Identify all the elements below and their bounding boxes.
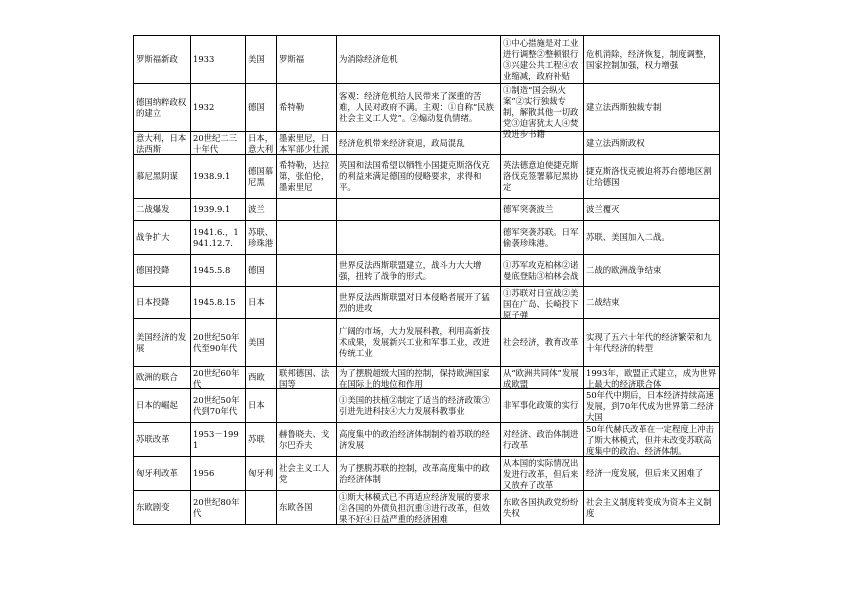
impact-cell <box>584 319 720 367</box>
event-cell <box>134 36 191 84</box>
figures-cell <box>277 367 337 389</box>
content-text: ①苏联对日宣战②美国在广岛、长崎投下原子弹 <box>503 287 579 320</box>
country-cell <box>246 255 277 287</box>
time-cell <box>191 84 246 132</box>
content-text: 德军突袭苏联。日军偷袭珍珠港。 <box>503 226 579 248</box>
time-cell <box>191 155 246 199</box>
time-cell <box>191 367 246 389</box>
impact-cell <box>584 221 720 255</box>
time-text: 20世纪50年代至90年代 <box>193 331 240 353</box>
background-cell <box>337 287 501 319</box>
figures-cell <box>277 319 337 367</box>
figures-text: 希特勒，达拉第，张伯伦，墨索里尼 <box>279 160 330 192</box>
figures-cell <box>277 155 337 199</box>
content-cell <box>501 255 584 287</box>
country-cell <box>246 423 277 457</box>
content-cell <box>501 36 584 84</box>
country-cell <box>246 457 277 491</box>
content-text: 对经济、政治体制进行改革 <box>503 428 579 450</box>
table-row <box>134 199 720 221</box>
figures-text: 墨索里尼，日本军部少壮派 <box>279 132 330 154</box>
background-cell <box>337 457 501 491</box>
event-text: 慕尼黑阴谋 <box>136 171 178 181</box>
country-text: 日本 <box>248 400 265 410</box>
figures-text: 东欧各国 <box>279 502 313 512</box>
background-cell <box>337 221 501 255</box>
table-row <box>134 36 720 84</box>
time-cell <box>191 491 246 525</box>
country-text: 德国 <box>248 102 265 112</box>
background-cell <box>337 367 501 389</box>
background-text: 英国和法国希望以牺牲小国捷克斯洛伐克的利益来满足德国的侵略要求，求得和平。 <box>339 160 490 192</box>
figures-cell <box>277 389 337 423</box>
figures-text: 联邦德国、法国等 <box>279 367 330 389</box>
content-text: 从本国的实际情况出发进行改革，但后来又放弃了改革 <box>503 457 579 490</box>
table-row <box>134 389 720 423</box>
figures-cell <box>277 287 337 319</box>
event-cell <box>134 199 191 221</box>
impact-text: 建立法西斯政权 <box>586 137 645 148</box>
table-row <box>134 457 720 491</box>
country-text: 德国 <box>248 265 265 275</box>
figures-cell <box>277 221 337 255</box>
event-text: 日本的崛起 <box>136 400 178 410</box>
table-row <box>134 255 720 287</box>
event-cell <box>134 319 191 367</box>
background-text: 经济危机带来经济衰退，政局混乱 <box>339 137 465 148</box>
table-body <box>134 36 720 525</box>
content-text: 非军事化政策的实行 <box>503 400 579 410</box>
table-row <box>134 423 720 457</box>
background-cell <box>337 132 501 155</box>
country-cell <box>246 319 277 367</box>
figures-cell <box>277 36 337 84</box>
country-text: 苏联、珍珠港 <box>248 226 274 248</box>
impact-text: 二战结束 <box>586 297 620 307</box>
country-text: 日本 <box>248 297 265 307</box>
country-cell <box>246 155 277 199</box>
impact-cell <box>584 199 720 221</box>
country-text: 波兰 <box>248 204 265 214</box>
time-text: 1953－1991 <box>193 428 239 450</box>
event-text: 欧洲的联合 <box>136 372 178 382</box>
impact-cell <box>584 132 720 155</box>
event-text: 东欧剧变 <box>136 502 170 512</box>
event-text: 意大利，日本法西斯 <box>136 132 187 154</box>
content-text: ①中心措施是对工业进行调整②整顿银行③兴建公共工程④农业缩减，政府补贴 <box>503 37 579 81</box>
background-cell <box>337 255 501 287</box>
country-cell <box>246 84 277 132</box>
figures-cell <box>277 491 337 525</box>
time-text: 1945.5.8 <box>193 265 231 275</box>
background-text: 世界反法西斯联盟对日本侵略者展开了猛烈的进攻 <box>339 291 490 313</box>
time-text: 20世纪80年代 <box>193 496 240 518</box>
country-text: 西欧 <box>248 372 265 382</box>
time-text: 1933 <box>193 54 215 64</box>
event-text: 日本投降 <box>136 297 170 307</box>
country-text: 美国 <box>248 337 265 347</box>
time-cell <box>191 36 246 84</box>
country-text: 美国 <box>248 54 265 64</box>
event-text: 德国纳粹政权的建立 <box>136 96 187 118</box>
event-cell <box>134 491 191 525</box>
impact-text: 捷克斯洛伐克被迫将苏台德地区割让给德国 <box>586 165 712 187</box>
background-cell <box>337 423 501 457</box>
time-cell <box>191 132 246 155</box>
background-cell <box>337 84 501 132</box>
event-text: 罗斯福新政 <box>136 54 178 64</box>
background-cell <box>337 199 501 221</box>
content-text: 英法德意迫使捷克斯洛伐克签署慕尼黑协定 <box>503 160 579 192</box>
event-cell <box>134 423 191 457</box>
event-cell <box>134 255 191 287</box>
content-cell <box>501 423 584 457</box>
event-cell <box>134 287 191 319</box>
content-text: 东欧各国执政党纷纷失权 <box>503 496 579 518</box>
figures-cell <box>277 255 337 287</box>
country-cell <box>246 389 277 423</box>
content-text: 德军突袭波兰 <box>503 204 554 214</box>
table-row <box>134 155 720 199</box>
event-text: 德国投降 <box>136 265 170 275</box>
background-text: 高度集中的政治经济体制制约着苏联的经济发展 <box>339 428 490 450</box>
event-text: 二战爆发 <box>136 204 170 214</box>
country-text: 苏联 <box>248 434 265 444</box>
event-text: 战争扩大 <box>136 232 170 242</box>
table-row <box>134 319 720 367</box>
table-row <box>134 287 720 319</box>
country-text: 日本，意大利 <box>248 132 274 154</box>
time-cell <box>191 221 246 255</box>
figures-cell <box>277 423 337 457</box>
figures-cell <box>277 199 337 221</box>
country-cell <box>246 132 277 155</box>
time-text: 1938.9.1 <box>193 171 231 181</box>
event-text: 美国经济的发展 <box>136 331 187 353</box>
content-cell <box>501 319 584 367</box>
figures-text: 希特勒 <box>279 102 305 112</box>
impact-text: 苏联、美国加入二战。 <box>586 232 670 242</box>
impact-cell <box>584 155 720 199</box>
table-row <box>134 491 720 525</box>
time-text: 20世纪50年代到70年代 <box>193 394 240 416</box>
impact-text: 危机消除，经济恢复，制度调整，国家控制加强，权力增强 <box>586 48 712 70</box>
impact-text: 建立法西斯独裁专制 <box>586 102 662 112</box>
time-cell <box>191 319 246 367</box>
country-cell <box>246 199 277 221</box>
impact-cell <box>584 389 720 423</box>
time-cell <box>191 255 246 287</box>
country-text: 匈牙利 <box>248 468 274 478</box>
figures-text: 社会主义工人党 <box>279 462 330 484</box>
time-cell <box>191 457 246 491</box>
background-text: 客观：经济危机给人民带来了深重的苦难，人民对政府不满。主观：①自称“民族社会主义工人党”。②煽动复仇情绪。 <box>339 91 495 123</box>
content-cell <box>501 287 584 319</box>
impact-text: 二战的欧洲战争结束 <box>586 265 662 275</box>
event-cell <box>134 457 191 491</box>
background-text: ①斯大林模式已不再适应经济发展的要求②各国的外债负担沉重③进行改革，但效果不好④日益严重的经济困难 <box>339 491 490 524</box>
impact-cell <box>584 367 720 389</box>
event-cell <box>134 389 191 423</box>
impact-cell <box>584 287 720 319</box>
time-text: 1941.6.，1941.12.7. <box>193 226 239 248</box>
content-cell <box>501 155 584 199</box>
impact-text: 经济一度发展，但后来又困难了 <box>586 468 704 478</box>
impact-cell <box>584 36 720 84</box>
table-row <box>134 221 720 255</box>
country-cell <box>246 491 277 525</box>
time-cell <box>191 423 246 457</box>
table-row <box>134 367 720 389</box>
event-text: 苏联改革 <box>136 434 170 444</box>
background-text: 为了摆脱超级大国的控制，保持欧洲国家在国际上的地位和作用 <box>339 367 490 389</box>
time-cell <box>191 199 246 221</box>
background-text: 为消除经济危机 <box>339 54 398 64</box>
background-text: 为了摆脱苏联的控制，改革高度集中的政治经济体制 <box>339 462 490 484</box>
impact-text: 实现了五六十年代的经济繁荣和九十年代经济的转型 <box>586 331 712 353</box>
content-text: ①制造“国会纵火案”②实行独裁专制，解散其他一切政党③迫害犹太人④焚毁进步书籍 <box>503 84 579 139</box>
event-text: 匈牙利改革 <box>136 468 178 478</box>
background-cell <box>337 36 501 84</box>
content-cell <box>501 199 584 221</box>
impact-text: 50年代赫氏改革在一定程度上冲击了斯大林模式，但并未改变苏联高度集中的政治、经济体制。 <box>586 423 714 456</box>
background-cell <box>337 319 501 367</box>
content-text: 从“欧洲共同体”发展成欧盟 <box>503 367 579 389</box>
impact-cell <box>584 423 720 457</box>
event-cell <box>134 155 191 199</box>
background-cell <box>337 389 501 423</box>
country-cell <box>246 36 277 84</box>
time-text: 1956 <box>193 468 215 478</box>
time-cell <box>191 389 246 423</box>
country-cell <box>246 367 277 389</box>
background-text: 世界反法西斯联盟建立，战斗力大大增强，扭转了战争的形式。 <box>339 259 482 281</box>
impact-cell <box>584 491 720 525</box>
event-cell <box>134 84 191 132</box>
impact-text: 社会主义制度转变成为资本主义制度 <box>586 496 712 518</box>
impact-cell <box>584 84 720 132</box>
background-text: ①美国的扶植②制定了适当的经济政策③引进先进科技④大力发展科教事业 <box>339 394 490 416</box>
country-cell <box>246 287 277 319</box>
event-cell <box>134 367 191 389</box>
content-cell <box>501 389 584 423</box>
content-cell <box>501 491 584 525</box>
history-summary-table <box>133 35 720 525</box>
impact-text: 50年代中期后，日本经济持续高速发展，到70年代成为世界第二经济大国 <box>586 389 714 422</box>
background-cell <box>337 491 501 525</box>
figures-cell <box>277 84 337 132</box>
time-text: 20世纪二三十年代 <box>193 132 238 154</box>
time-cell <box>191 287 246 319</box>
time-text: 1939.9.1 <box>193 204 231 214</box>
country-text: 德国慕尼黑 <box>248 165 274 187</box>
table-row <box>134 84 720 132</box>
impact-text: 波兰覆灭 <box>586 204 620 214</box>
event-cell <box>134 132 191 155</box>
content-cell <box>501 84 584 139</box>
time-text: 1945.8.15 <box>193 297 236 307</box>
content-text: ①苏军攻克柏林②诺曼底登陆③柏林会战 <box>503 259 579 281</box>
content-text: 社会经济，教育改革 <box>503 337 579 347</box>
content-cell <box>501 221 584 255</box>
impact-text: 1993年，欧盟正式建立，成为世界上最大的经济联合体 <box>586 367 717 389</box>
background-text: 广阔的市场，大力发展科教，利用高新技术成果，发展新兴工业和军事工业，改进传统工业 <box>339 326 490 358</box>
table-row <box>134 132 720 155</box>
figures-cell <box>277 457 337 491</box>
impact-cell <box>584 255 720 287</box>
content-cell <box>501 457 584 491</box>
figures-text: 罗斯福 <box>279 54 305 64</box>
event-cell <box>134 221 191 255</box>
country-cell <box>246 221 277 255</box>
figures-cell <box>277 132 337 155</box>
background-cell <box>337 155 501 199</box>
impact-cell <box>584 457 720 491</box>
content-cell <box>501 367 584 389</box>
time-text: 1932 <box>193 102 215 112</box>
figures-text: 赫鲁晓夫、戈尔巴乔夫 <box>279 428 330 450</box>
time-text: 20世纪60年代 <box>193 367 240 389</box>
